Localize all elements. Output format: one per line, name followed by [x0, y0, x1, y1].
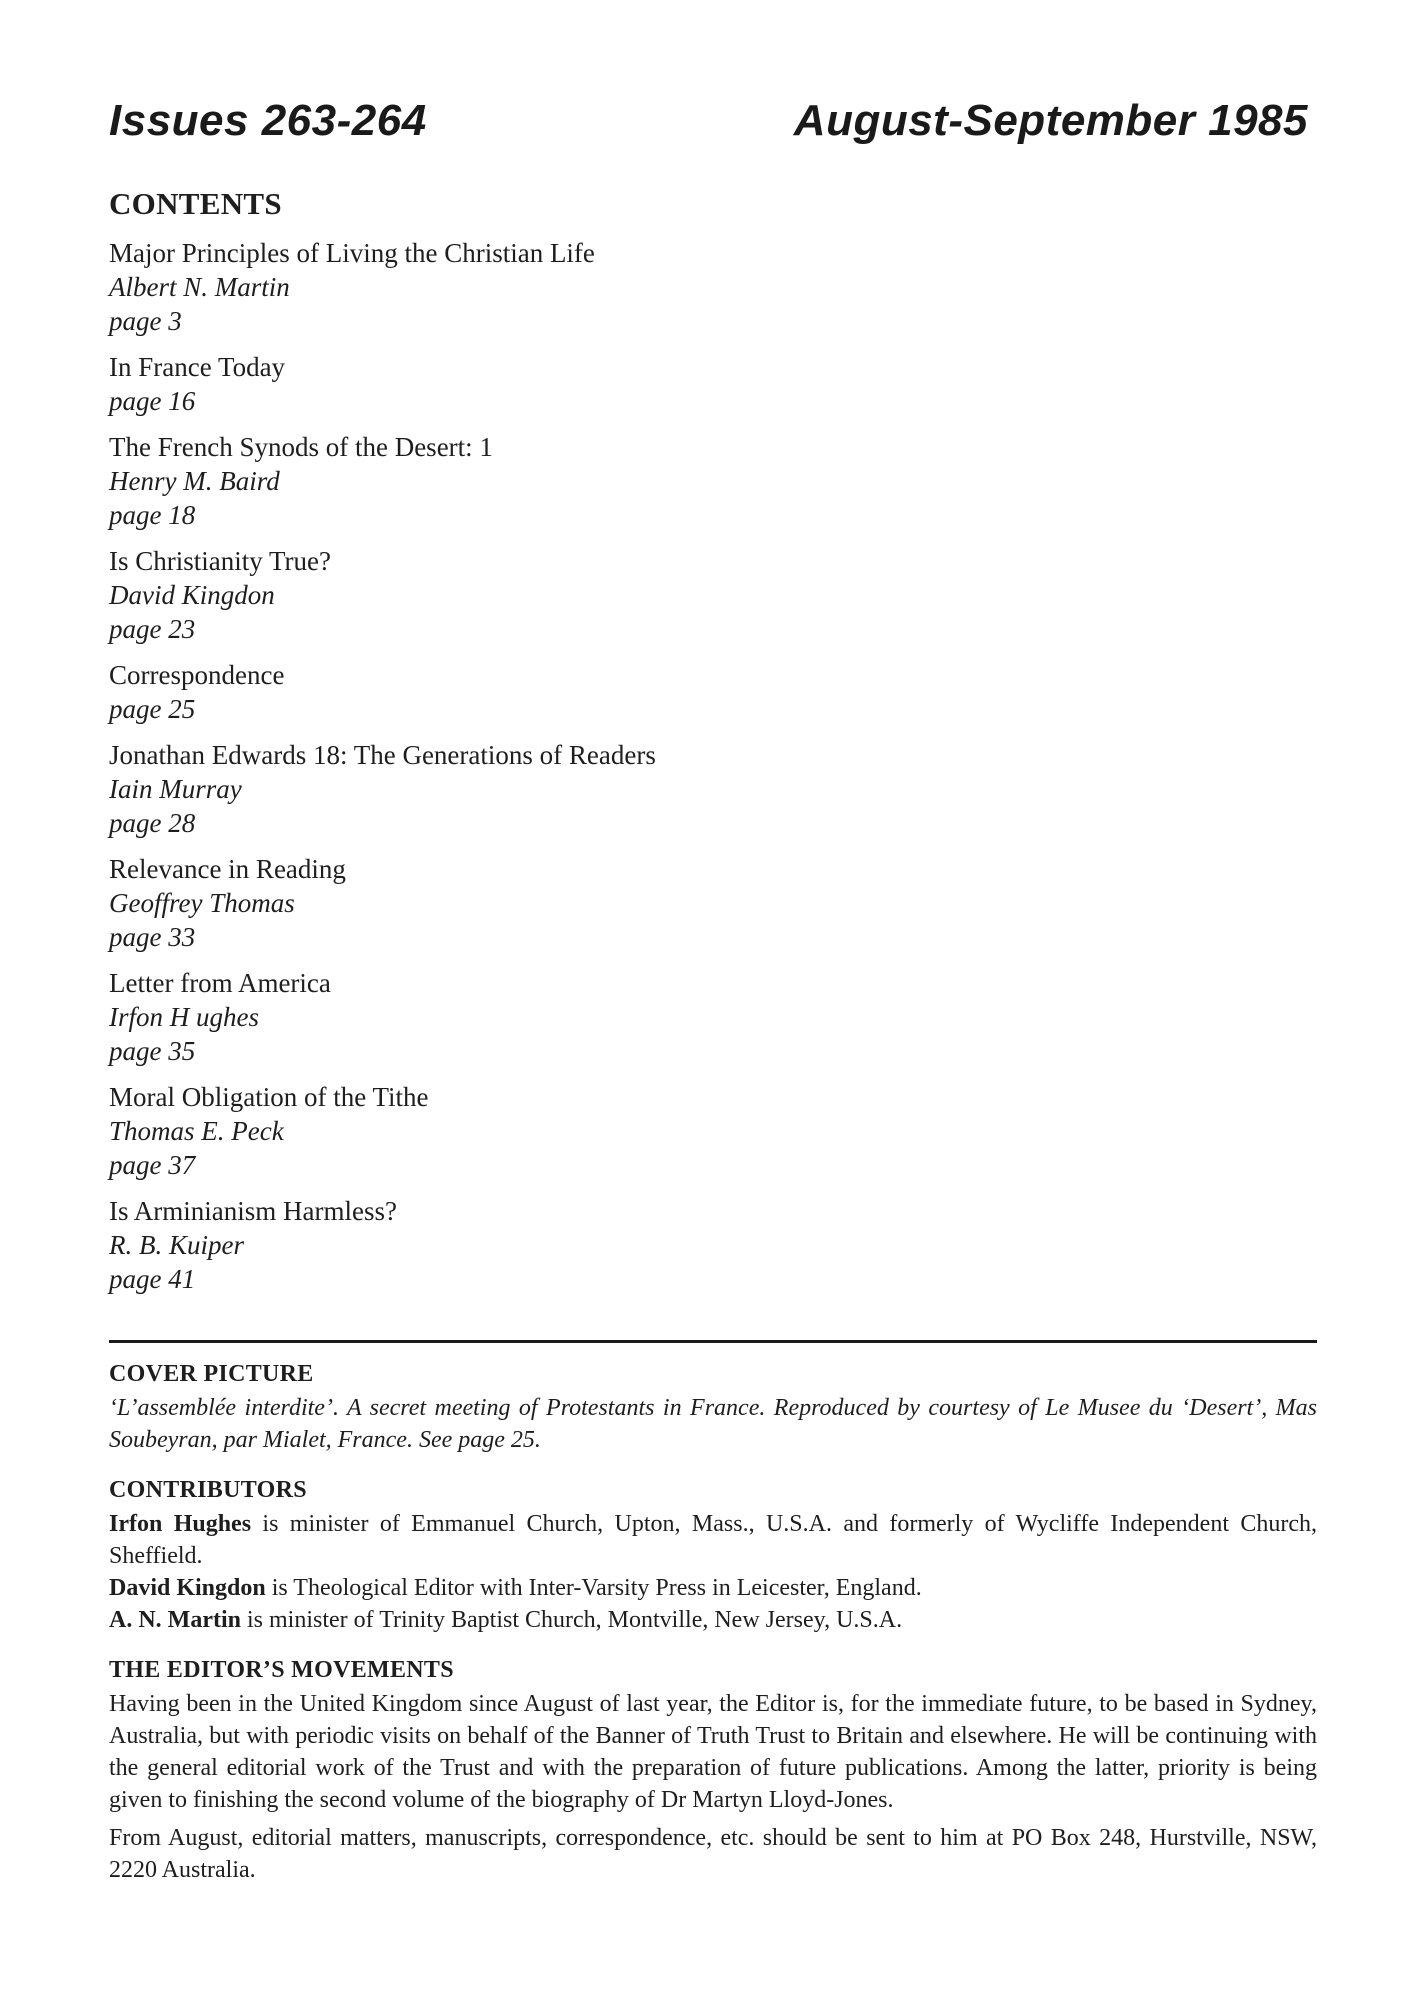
contents-entry: [109, 430, 1009, 532]
contents-entry: [109, 236, 1009, 338]
divider: [109, 1340, 1317, 1343]
contents-entry: [109, 966, 1009, 1068]
entry-author: Thomas E. Peck: [109, 1116, 284, 1146]
cover-picture-heading: COVER PICTURE: [109, 1361, 314, 1387]
entry-title: Moral Obligation of the Tithe: [109, 1082, 429, 1112]
contributor-text: is minister of Trinity Baptist Church, Montville, New Jersey, U.S.A.: [240, 1607, 903, 1633]
editor-paragraph: Having been in the United Kingdom since August of last year, the Editor is, for the immediate future, to be based in Sydney, Australia, but with periodic visits on behalf of the Banner of Truth Trust to Britain and elsewhere. He will be continuing with the general editorial work of the Trust and with the preparation of future publications. Among the latter, priority is being given to finishing the second volume of the biography of Dr Martyn Lloyd-Jones.: [109, 1691, 1317, 1813]
contents-entry: [109, 658, 1009, 726]
entry-page: page 18: [109, 500, 196, 530]
entry-page: page 16: [109, 386, 196, 416]
entry-title: Major Principles of Living the Christian Life: [109, 238, 595, 268]
contents-entry: [109, 350, 1009, 418]
notes-section: [109, 1358, 1317, 1904]
entry-author: Irfon H ughes: [109, 1002, 259, 1032]
contributor-name: Irfon Hughes: [109, 1511, 252, 1537]
issue-date: August-September 1985: [793, 96, 1308, 145]
entry-title: Correspondence: [109, 660, 285, 690]
entry-page: page 37: [109, 1150, 196, 1180]
contributor: [109, 1604, 1317, 1636]
issue-numbers: Issues 263-264: [109, 96, 427, 145]
entry-title: Letter from America: [109, 968, 331, 998]
contents-heading: CONTENTS: [109, 186, 282, 221]
entry-title: Jonathan Edwards 18: The Generations of Readers: [109, 740, 656, 770]
contributors-heading: CONTRIBUTORS: [109, 1477, 307, 1503]
entry-page: page 3: [109, 306, 182, 336]
contributor: [109, 1508, 1317, 1572]
entry-title: Is Arminianism Harmless?: [109, 1196, 397, 1226]
contributor: [109, 1572, 1317, 1604]
entry-author: R. B. Kuiper: [109, 1230, 244, 1260]
editor-movements-heading: THE EDITOR’S MOVEMENTS: [109, 1657, 454, 1683]
contents-entry: [109, 1080, 1009, 1182]
cover-picture-section: [109, 1358, 1317, 1456]
entry-author: Geoffrey Thomas: [109, 888, 295, 918]
contents-list: [109, 236, 1009, 1296]
contents-entry: [109, 544, 1009, 646]
entry-title: Is Christianity True?: [109, 546, 332, 576]
contributor-text: is Theological Editor with Inter-Varsity Press in Leicester, England.: [265, 1575, 922, 1601]
contributor-name: David Kingdon: [109, 1575, 266, 1601]
entry-page: page 23: [109, 614, 196, 644]
entry-title: In France Today: [109, 352, 286, 382]
entry-page: page 41: [109, 1264, 196, 1294]
contributor-name: A. N. Martin: [109, 1607, 241, 1633]
contents-entry: [109, 1194, 1009, 1296]
entry-page: page 35: [109, 1036, 196, 1066]
contents-section: [109, 186, 1009, 1308]
entry-title: The French Synods of the Desert: 1: [109, 432, 493, 462]
page-header: [109, 96, 1308, 146]
entry-author: Iain Murray: [109, 774, 242, 804]
entry-author: Henry M. Baird: [109, 466, 280, 496]
editor-paragraph: From August, editorial matters, manuscripts, correspondence, etc. should be sent to him at PO Box 248, Hurstville, NSW, 2220 Australia.: [109, 1825, 1317, 1883]
contributors-section: [109, 1474, 1317, 1636]
entry-page: page 25: [109, 694, 196, 724]
cover-picture-text: ‘L’assemblée interdite’. A secret meeting of Protestants in France. Reproduced by courtesy of Le Musee du ‘Desert’, Mas Soubeyran, par Mialet, France. See page 25.: [109, 1395, 1317, 1453]
entry-page: page 28: [109, 808, 196, 838]
entry-page: page 33: [109, 922, 196, 952]
entry-author: Albert N. Martin: [109, 272, 290, 302]
entry-author: David Kingdon: [109, 580, 275, 610]
contents-entry: [109, 852, 1009, 954]
entry-title: Relevance in Reading: [109, 854, 346, 884]
editor-movements-section: [109, 1654, 1317, 1886]
contents-entry: [109, 738, 1009, 840]
contributor-text: is minister of Emmanuel Church, Upton, Mass., U.S.A. and formerly of Wycliffe Independent Church, Sheffield.: [109, 1511, 1318, 1569]
